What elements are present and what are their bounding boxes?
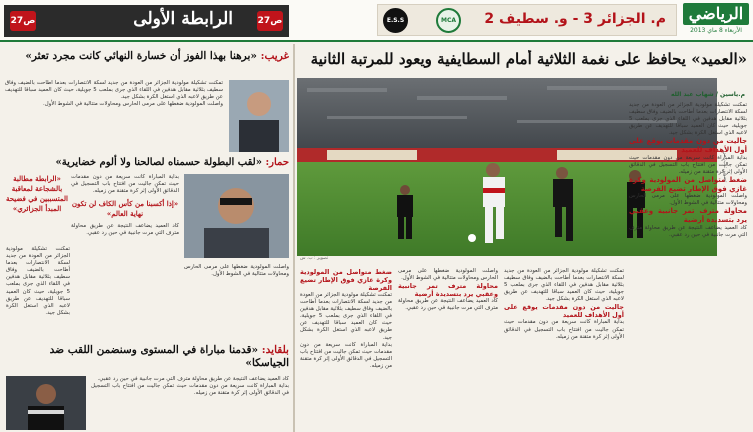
article-paragraph: كاد العميد يضاعف النتيجة عن طريق محاولة مترف التي مرت جانبية في حين رد عقبي. bbox=[398, 298, 498, 312]
article-paragraph: بداية المباراة كانت سريعة من دون مقدمات حيث تمكن جاليت من افتتاح باب التسجيل في الدقائق الأولى إثر كرة متقنة من زميله. bbox=[91, 383, 289, 397]
article-paragraph: بداية المباراة كانت سريعة من دون مقدمات حيث تمكن جاليت من افتتاح باب التسجيل في الدقائق الأولى إثر كرة متقنة من زميله. bbox=[71, 174, 179, 195]
article-paragraph: واصلت المولودية ضغطها على مرمى الحارس ومحاولات متتالية في الشوط الأول. bbox=[398, 268, 498, 282]
portrait-photo-2 bbox=[184, 174, 289, 258]
interview-2-text-b bbox=[6, 246, 70, 342]
interview-2-text-c bbox=[184, 264, 289, 342]
article-paragraph: بداية المباراة كانت سريعة من دون مقدمات حيث تمكن جاليت من افتتاح باب التسجيل في الدقائق الأولى إثر كرة متقنة من زميله. bbox=[504, 319, 624, 340]
article-column-3 bbox=[504, 268, 624, 428]
article-subhead: ضغط متواصل من المولودية وكرة غازي فوق الإطار تضيع الفرصة bbox=[629, 175, 747, 193]
ess-crest-icon: E.S.S bbox=[383, 8, 408, 33]
article-column-1 bbox=[300, 268, 392, 428]
article-subhead-pull: محاولة مترف تمر جانبية وعقبي يرد بتسديدة أرضية bbox=[398, 282, 498, 299]
match-score: م. الجزائر 3 - و. سطيف 2 bbox=[484, 11, 666, 27]
newspaper-logo bbox=[683, 3, 749, 39]
article-paragraph: تمكنت تشكيلة مولودية الجزائر من العودة من جديد لسكة الانتصارات بعدما أطاحت بالضيف وفاق سطيف بثلاثية مقابل هدفين في اللقاء الذي جرى بملعب 5 جويلية، حيث كان العميد سباقا للتهديف عن طريق لاعبه الذي استغل الكرة بشكل جيد. bbox=[300, 292, 392, 341]
page-number-badge-left: ص27 bbox=[10, 11, 36, 31]
interview-3-quote: «قدمنا مباراة في المستوى وسنضمن اللقب ضد الجياسكا» bbox=[49, 344, 289, 369]
portrait-photo-3 bbox=[6, 376, 86, 430]
interview-1-quote: «برهنا بهذا الفوز أن خسارة النهائي كانت مجرد تعثر» bbox=[25, 50, 257, 62]
interview-1-text bbox=[5, 80, 223, 152]
page-number-badge: ص27 bbox=[257, 11, 283, 31]
article-paragraph: كاد العميد يضاعف النتيجة عن طريق محاولة مترف التي مرت جانبية في حين رد عقبي. bbox=[97, 376, 289, 382]
interview-1-kicker: غريب: bbox=[260, 50, 289, 62]
article-subhead: محاولة مترف تمر جانبية وعقبي يرد بتسديدة أرضية bbox=[629, 207, 747, 224]
photo-credit: تصوير : ب. س bbox=[722, 151, 728, 183]
section-title: الرابطة الأولى bbox=[133, 9, 233, 29]
portrait-photo-1 bbox=[229, 80, 289, 152]
article-subhead: جاليت من دون مقدمات يوقع على أول الأهداف للعميد bbox=[629, 137, 747, 155]
interview-3-text bbox=[91, 376, 289, 430]
article-paragraph: بداية المباراة كانت سريعة من دون مقدمات حيث تمكن جاليت من افتتاح باب التسجيل في الدقائق الأولى إثر كرة متقنة من زميله. bbox=[300, 341, 392, 369]
article-paragraph: كاد العميد يضاعف النتيجة عن طريق محاولة مترف التي مرت جانبية في حين رد عقبي. bbox=[629, 224, 747, 238]
article-paragraph: واصلت المولودية ضغطها على مرمى الحارس ومحاولات متتالية في الشوط الأول. bbox=[184, 264, 289, 278]
article-subhead-pull: ضغط متواصل من المولودية وكرة غازي فوق الإطار تضيع الفرصة bbox=[300, 268, 392, 292]
pull-quote-2: «إذا أكسبنا من كأس الكاف لن تكون نهاية العالم» bbox=[71, 199, 179, 219]
interview-2-quote: «لقب البطولة حسمناه لصالحنا ولا ألوم خضايرية» bbox=[55, 157, 262, 168]
interview-3-headline bbox=[6, 344, 289, 370]
article-column-2 bbox=[398, 268, 498, 428]
article-paragraph: تمكنت تشكيلة مولودية الجزائر من العودة من جديد لسكة الانتصارات بعدما أطاحت بالضيف وفاق سطيف بثلاثية مقابل هدفين في اللقاء الذي جرى بملعب 5 جويلية، حيث كان العميد سباقا للتهديف عن طريق لاعبه الذي استغل الكرة بشكل جيد. bbox=[5, 80, 223, 101]
pull-quote-1: «الرابطة مطالبة بالشجاعة لمعاقبة المتسببين في فضيحة المبدأ الجزائري» bbox=[5, 174, 68, 213]
logo-text: الرياضي bbox=[683, 3, 749, 25]
main-headline: «العميد» يحافظ على نغمة الثلاثية أمام السطايفية ويعود للمرتبة الثانية bbox=[310, 50, 747, 68]
interview-3-kicker: بلقايد: bbox=[261, 344, 289, 356]
person-icon bbox=[184, 174, 289, 258]
article-paragraph: تمكنت تشكيلة مولودية الجزائر من العودة من جديد لسكة الانتصارات بعدما أطاحت بالضيف وفاق سطيف بثلاثية مقابل هدفين في اللقاء الذي جرى بملعب 5 جويلية، حيث كان العميد سباقا للتهديف عن طريق لاعبه الذي استغل الكرة بشكل جيد. bbox=[629, 102, 747, 137]
article-column bbox=[629, 102, 747, 424]
match-result-bar bbox=[377, 4, 677, 36]
interview-1-headline bbox=[6, 50, 289, 63]
person-icon bbox=[229, 80, 289, 152]
photo-caption: تصوير : ب. س bbox=[300, 256, 329, 261]
interview-2-text bbox=[71, 174, 179, 344]
player-icon bbox=[6, 376, 86, 430]
mca-crest-icon: MCA bbox=[436, 8, 461, 33]
page-header bbox=[0, 0, 753, 42]
column-divider bbox=[293, 44, 295, 432]
interview-2-kicker: حمار: bbox=[265, 157, 289, 168]
article-paragraph: تمكنت تشكيلة مولودية الجزائر من العودة من جديد لسكة الانتصارات بعدما أطاحت بالضيف وفاق سطيف بثلاثية مقابل هدفين في اللقاء الذي جرى بملعب 5 جويلية، حيث كان العميد سباقا للتهديف عن طريق لاعبه الذي استغل الكرة بشكل جيد. bbox=[6, 246, 70, 316]
article-paragraph: تمكنت تشكيلة مولودية الجزائر من العودة من جديد لسكة الانتصارات بعدما أطاحت بالضيف وفاق سطيف بثلاثية مقابل هدفين في اللقاء الذي جرى بملعب 5 جويلية، حيث كان العميد سباقا للتهديف عن طريق لاعبه الذي استغل الكرة بشكل جيد. bbox=[504, 268, 624, 303]
article-byline: م.ياسين / شهاب عبد الله bbox=[670, 91, 745, 98]
article-paragraph: واصلت المولودية ضغطها على مرمى الحارس ومحاولات متتالية في الشوط الأول. bbox=[629, 193, 747, 207]
issue-date: الأربعاء 8 ماي 2013 bbox=[690, 27, 742, 34]
sidebar-interviews bbox=[0, 44, 293, 432]
article-subhead-pull: جاليت من دون مقدمات يوقع على أول الأهداف للعميد bbox=[504, 303, 624, 320]
section-bar bbox=[4, 5, 289, 37]
article-paragraph: واصلت المولودية ضغطها على مرمى الحارس ومحاولات متتالية في الشوط الأول. bbox=[43, 101, 223, 108]
article-paragraph: بداية المباراة كانت سريعة من دون مقدمات حيث تمكن جاليت من افتتاح باب التسجيل في الدقائق الأولى إثر كرة متقنة من زميله. bbox=[629, 154, 747, 175]
interview-2-headline bbox=[6, 156, 289, 169]
article-paragraph: كاد العميد يضاعف النتيجة عن طريق محاولة مترف التي مرت جانبية في حين رد عقبي. bbox=[71, 223, 179, 237]
